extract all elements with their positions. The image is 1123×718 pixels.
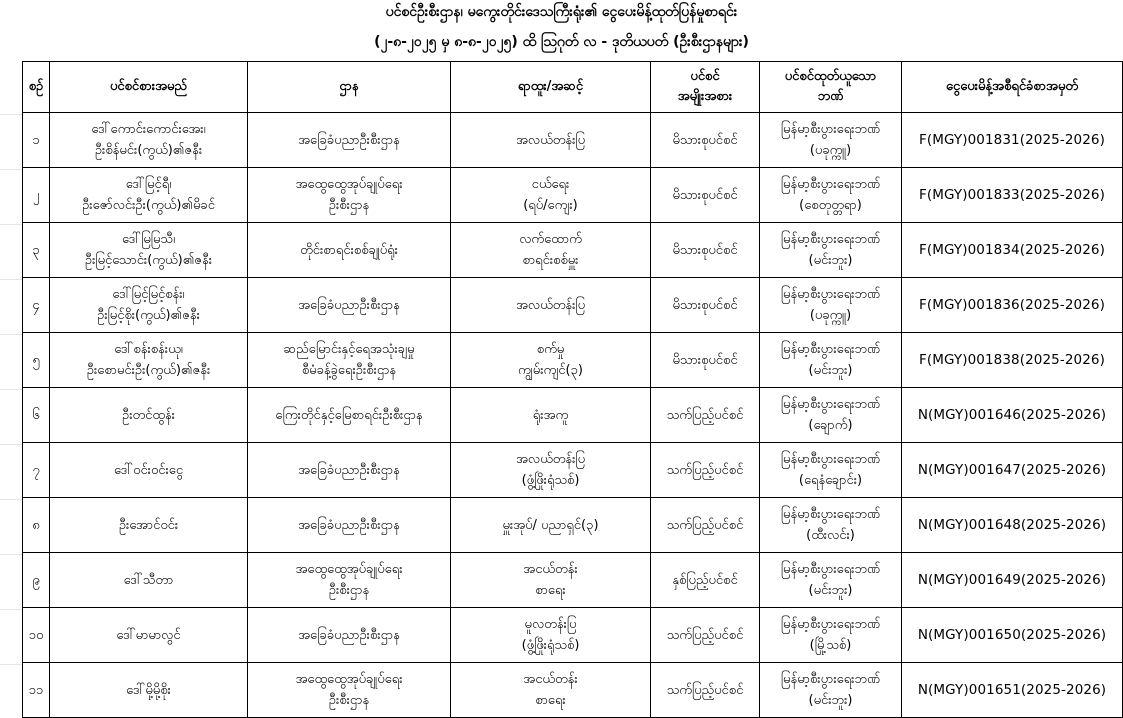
cell-order-number: N(MGY)001648(2025-2026) (902, 498, 1123, 553)
cell-name: ဒေါ်မြင့်မြင့်စန်း၊ ဦးမြင့်စိုး(ကွယ်)၏ဇနီး (50, 278, 248, 333)
cell-department: အခြေခံပညာဦးစီးဌာန (248, 443, 451, 498)
cell-order-number: F(MGY)001833(2025-2026) (902, 168, 1123, 223)
cell-name: ဒေါ်စန်းစန်းယု၊ ဦးစောမင်းဦး(ကွယ်)၏ဇနီး (50, 333, 248, 388)
cell-department: အထွေထွေအုပ်ချုပ်ရေး ဦးစီးဌာန (248, 168, 451, 223)
col-header-order-number: ငွေပေးမိန့်အစီရင်ခံစာအမှတ် (902, 62, 1123, 113)
cell-name: ဒေါ်မြမြသီ၊ ဦးမြင့်သောင်း(ကွယ်)၏ဇနီး (50, 223, 248, 278)
table-row (23, 333, 1123, 388)
cell-no: ၄ (23, 278, 50, 333)
cell-name: ဒေါ်မြင့်ရီ၊ ဦးဇော်လင်းဦး(ကွယ်)၏မိခင် (50, 168, 248, 223)
cell-order-number: N(MGY)001646(2025-2026) (902, 388, 1123, 443)
cell-bank: မြန်မာ့စီးပွားရေးဘဏ် (စေတုတ္တရာ) (760, 168, 902, 223)
cell-rank: မှူးအုပ်/ ပညာရှင်(၃) (451, 498, 651, 553)
cell-no: ၂ (23, 168, 50, 223)
cell-no: ၇ (23, 443, 50, 498)
table-header-row (23, 62, 1123, 113)
cell-rank: ရုံးအကူ (451, 388, 651, 443)
cell-department: အထွေထွေအုပ်ချုပ်ရေး ဦးစီးဌာန (248, 663, 451, 718)
cell-rank: ငယ်ရေး (ရပ်/ကျေး) (451, 168, 651, 223)
cell-department: တိုင်းစာရင်းစစ်ချုပ်ရုံး (248, 223, 451, 278)
cell-no: ၁၁ (23, 663, 50, 718)
col-header-rank: ရာထူး/အဆင့် (451, 62, 651, 113)
cell-order-number: N(MGY)001649(2025-2026) (902, 553, 1123, 608)
cell-order-number: F(MGY)001831(2025-2026) (902, 113, 1123, 168)
col-header-pension-type: ပင်စင် အမျိုးအစား (651, 62, 760, 113)
table-row (23, 278, 1123, 333)
cell-no: ၅ (23, 333, 50, 388)
cell-order-number: F(MGY)001836(2025-2026) (902, 278, 1123, 333)
cell-name: ဒေါ်ဝင်းဝင်းငွေ (50, 443, 248, 498)
cell-bank: မြန်မာ့စီးပွားရေးဘဏ် (မင်းဘူး) (760, 663, 902, 718)
cell-department: ဆည်မြောင်းနှင့်ရေအသုံးချမှု စီမံခန့်ခွဲရေးဦးစီးဌာန (248, 333, 451, 388)
cell-rank: အငယ်တန်း စာရေး (451, 553, 651, 608)
cell-bank: မြန်မာ့စီးပွားရေးဘဏ် (ထီးလင်း) (760, 498, 902, 553)
cell-name: ဦးအောင်ဝင်း (50, 498, 248, 553)
table-row (23, 443, 1123, 498)
table-row (23, 608, 1123, 663)
cell-no: ၉ (23, 553, 50, 608)
cell-order-number: N(MGY)001647(2025-2026) (902, 443, 1123, 498)
cell-order-number: N(MGY)001651(2025-2026) (902, 663, 1123, 718)
cell-bank: မြန်မာ့စီးပွားရေးဘဏ် (ရေနံချောင်း) (760, 443, 902, 498)
cell-no: ၈ (23, 498, 50, 553)
cell-pension-type: မိသားစုပင်စင် (651, 278, 760, 333)
table-row (23, 223, 1123, 278)
table-row (23, 553, 1123, 608)
cell-bank: မြန်မာ့စီးပွားရေးဘဏ် (ချောက်) (760, 388, 902, 443)
cell-order-number: F(MGY)001838(2025-2026) (902, 333, 1123, 388)
cell-department: အထွေထွေအုပ်ချုပ်ရေး ဦးစီးဌာန (248, 553, 451, 608)
table-row (23, 498, 1123, 553)
cell-pension-type: သက်ပြည့်ပင်စင် (651, 498, 760, 553)
cell-pension-type: သက်ပြည့်ပင်စင် (651, 388, 760, 443)
cell-no: ၁၀ (23, 608, 50, 663)
table-row (23, 388, 1123, 443)
cell-department: အခြေခံပညာဦးစီးဌာန (248, 113, 451, 168)
cell-department: ကြေးတိုင်နှင့်မြေစာရင်းဦးစီးဌာန (248, 388, 451, 443)
cell-order-number: F(MGY)001834(2025-2026) (902, 223, 1123, 278)
cell-name: ဒေါ်ကောင်းကောင်းအေး၊ ဦးစိန်မင်း(ကွယ်)၏ဇနီး (50, 113, 248, 168)
cell-bank: မြန်မာ့စီးပွားရေးဘဏ် (မြို့သစ်) (760, 608, 902, 663)
cell-name: ဒေါ်မို့မို့စိုး (50, 663, 248, 718)
col-header-no: စဉ် (23, 62, 50, 113)
cell-rank: အလယ်တန်းပြ (ဖွံ့ဖြိုးရုံသစ်) (451, 443, 651, 498)
cell-no: ၆ (23, 388, 50, 443)
cell-rank: အငယ်တန်း စာရေး (451, 663, 651, 718)
cell-rank: မူလတန်းပြ (ဖွံ့ဖြိုးရုံသစ်) (451, 608, 651, 663)
cell-no: ၁ (23, 113, 50, 168)
cell-department: အခြေခံပညာဦးစီးဌာန (248, 608, 451, 663)
table-body (23, 113, 1123, 718)
cell-order-number: N(MGY)001650(2025-2026) (902, 608, 1123, 663)
cell-bank: မြန်မာ့စီးပွားရေးဘဏ် (မင်းဘူး) (760, 333, 902, 388)
cell-bank: မြန်မာ့စီးပွားရေးဘဏ် (ပခုက္ကူ) (760, 113, 902, 168)
cell-name: ဦးတင်ထွန်း (50, 388, 248, 443)
cell-rank: လက်ထောက် စာရင်းစစ်မှူး (451, 223, 651, 278)
document-subtitle: (၂-၈-၂၀၂၅ မှ ၈-၈-၂၀၂၅) ထိ ဩဂုတ် လ - ဒုတိယပတ် (ဦးစီးဌာနများ) (374, 34, 749, 50)
cell-pension-type: သက်ပြည့်ပင်စင် (651, 663, 760, 718)
cell-pension-type: သက်ပြည့်ပင်စင် (651, 608, 760, 663)
cell-bank: မြန်မာ့စီးပွားရေးဘဏ် (မင်းဘူး) (760, 223, 902, 278)
cell-no: ၃ (23, 223, 50, 278)
col-header-department: ဌာန (248, 62, 451, 113)
cell-pension-type: နှစ်ပြည့်ပင်စင် (651, 553, 760, 608)
cell-pension-type: မိသားစုပင်စင် (651, 333, 760, 388)
col-header-name: ပင်စင်စားအမည် (50, 62, 248, 113)
cell-name: ဒေါ်သီတာ (50, 553, 248, 608)
cell-rank: အလယ်တန်းပြ (451, 113, 651, 168)
cell-name: ဒေါ်မာမာလွင် (50, 608, 248, 663)
sheet-gridlines (0, 60, 22, 718)
pension-table (22, 61, 1123, 718)
col-header-bank: ပင်စင်ထုတ်ယူသော ဘဏ် (760, 62, 902, 113)
cell-pension-type: သက်ပြည့်ပင်စင် (651, 443, 760, 498)
cell-pension-type: မိသားစုပင်စင် (651, 223, 760, 278)
cell-pension-type: မိသားစုပင်စင် (651, 168, 760, 223)
table-row (23, 663, 1123, 718)
document-title: ပင်စင်ဦးစီးဌာန၊ မကွေးတိုင်းဒေသကြီးရုံး၏ ငွေပေးမိန့်ထုတ်ပြန်မှုစာရင်း (385, 4, 738, 20)
cell-department: အခြေခံပညာဦးစီးဌာန (248, 278, 451, 333)
cell-bank: မြန်မာ့စီးပွားရေးဘဏ် (မင်းဘူး) (760, 553, 902, 608)
table-row (23, 113, 1123, 168)
cell-department: အခြေခံပညာဦးစီးဌာန (248, 498, 451, 553)
cell-pension-type: မိသားစုပင်စင် (651, 113, 760, 168)
cell-bank: မြန်မာ့စီးပွားရေးဘဏ် (ပခုက္ကူ) (760, 278, 902, 333)
cell-rank: စက်မှု ကျွမ်းကျင်(၃) (451, 333, 651, 388)
cell-rank: အလယ်တန်းပြ (451, 278, 651, 333)
table-row (23, 168, 1123, 223)
